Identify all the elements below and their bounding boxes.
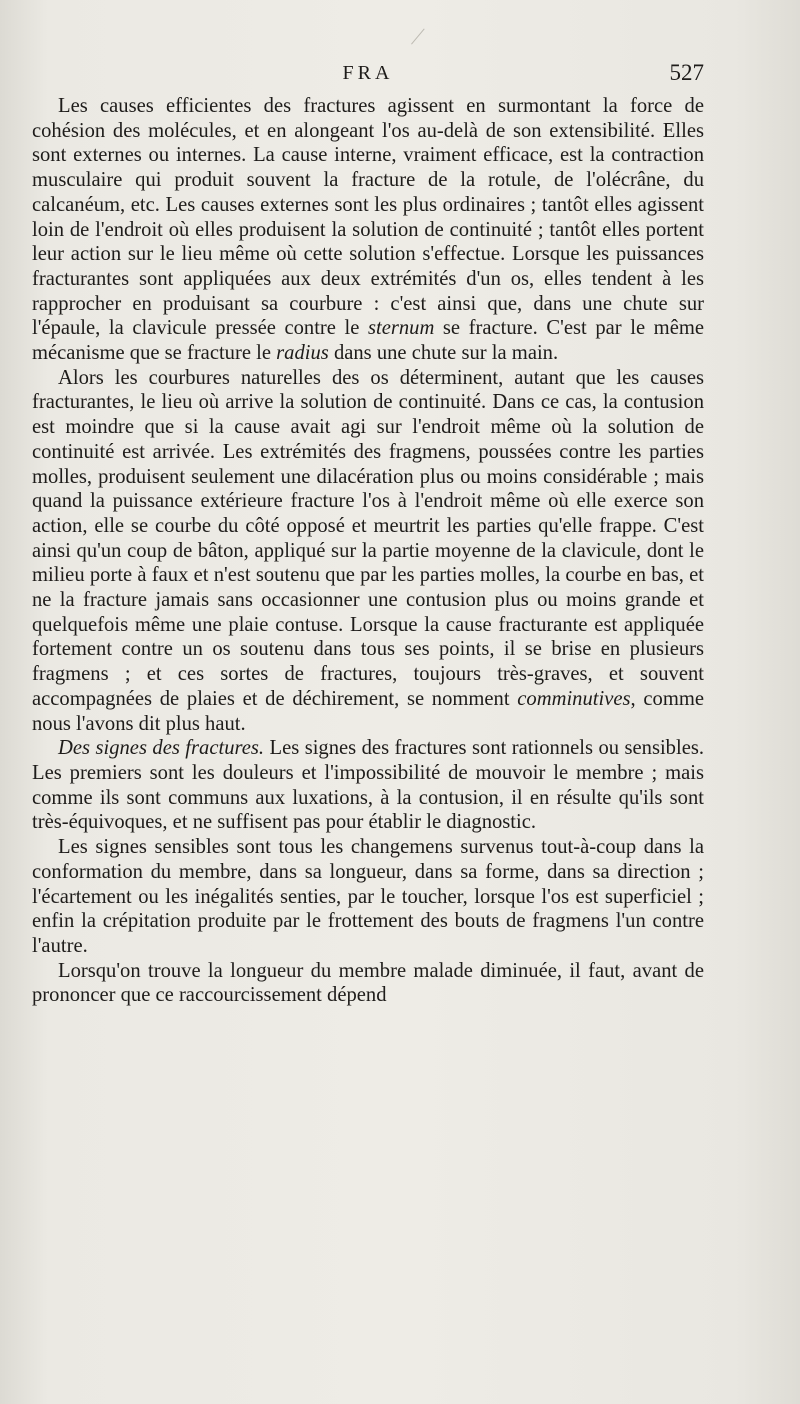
text-run: Lorsqu'on trouve la longueur du membre malade diminuée, il faut, avant de prononcer que ce raccourcissement dépend	[32, 959, 704, 1007]
paragraph	[32, 736, 704, 835]
paragraph	[32, 94, 704, 366]
text-run: , comme nous l'avons dit plus haut.	[32, 687, 704, 735]
paragraph	[32, 366, 704, 737]
text-run: Les signes des fractures sont rationnels ou sensibles. Les premiers sont les douleurs et l'impossibilité de mouvoir le membre ; mais comme ils sont communs aux luxations, à la contusion, il en résulte qu'ils sont très-équivoques, et ne suffisent pas pour établir le diagnostic.	[32, 737, 704, 834]
italic-text: comminutives	[517, 687, 631, 710]
text-run: Alors les courbures naturelles des os déterminent, autant que les causes fracturantes, le lieu où arrive la solution de continuité. Dans ce cas, la contusion est moindre que si la cause avait agi sur l'endroit même où la solution de continuité est arrivée. Les extrémités des fragmens, poussées contre les parties molles, produisent seulement une dilacération plus ou moins considérable ; mais quand la puissance extérieure fracture l'os à l'endroit même où elle exerce son action, elle se courbe du côté opposé et meurtrit les parties qu'elle frappe. C'est ainsi qu'un coup de bâton, appliqué sur la partie moyenne de la clavicule, dont le milieu porte à faux et n'est soutenu que par les parties molles, la courbe en bas, et ne la fracture jamais sans occasionner une contusion plus ou moins grande et quelquefois même une plaie contuse. Lorsque la cause fracturante est appliquée fortement contre un os soutenu dans tous ses points, il se brise en plusieurs fragmens ; et ces sortes de fractures, toujours très-graves, et souvent accompagnées de plaies et de déchirement, se nomment	[32, 366, 704, 710]
italic-text: radius	[276, 342, 329, 365]
margin-pen-mark	[400, 20, 424, 45]
body-text	[32, 94, 704, 1008]
text-run: se fracture. C'est par le même mécanisme que se fracture le	[32, 317, 704, 365]
text-run: Les signes sensibles sont tous les changemens survenus tout-à-coup dans la conformation du membre, dans sa longueur, dans sa forme, dans sa direction ; l'écartement ou les inégalités senties, par le toucher, lorsque l'os est superficiel ; enfin la crépitation produite par le frottement des bouts de fragmens l'un contre l'autre.	[32, 836, 704, 957]
italic-text: sternum	[367, 317, 435, 340]
text-run: Les causes efficientes des fractures agissent en surmontant la force de cohésion des molécules, et en alongeant l'os au-delà de son extensibilité. Elles sont externes ou internes. La cause interne, vraiment efficace, est la contraction musculaire qui produit souvent la fracture de la rotule, de l'olécrâne, du calcanéum, etc. Les causes externes sont les plus ordinaires ; tantôt elles agissent loin de l'endroit où elles produisent la solution de continuité ; tantôt elles portent leur action sur le lieu même où cette solution s'effectue. Lorsque les puissances fracturantes sont appliquées aux deux extrémités d'un os, elles tendent à les rapprocher en produisant sa courbure : c'est ainsi que, dans une chute sur l'épaule, la clavicule pressée contre le	[32, 95, 704, 340]
text-run: dans une chute sur la main.	[328, 342, 559, 365]
paragraph	[32, 835, 704, 959]
page-number: 527	[669, 60, 704, 85]
paragraph	[32, 959, 704, 1008]
page-header	[32, 58, 704, 92]
italic-text: Des signes des fractures.	[58, 737, 265, 760]
running-head: FRA	[342, 62, 394, 84]
